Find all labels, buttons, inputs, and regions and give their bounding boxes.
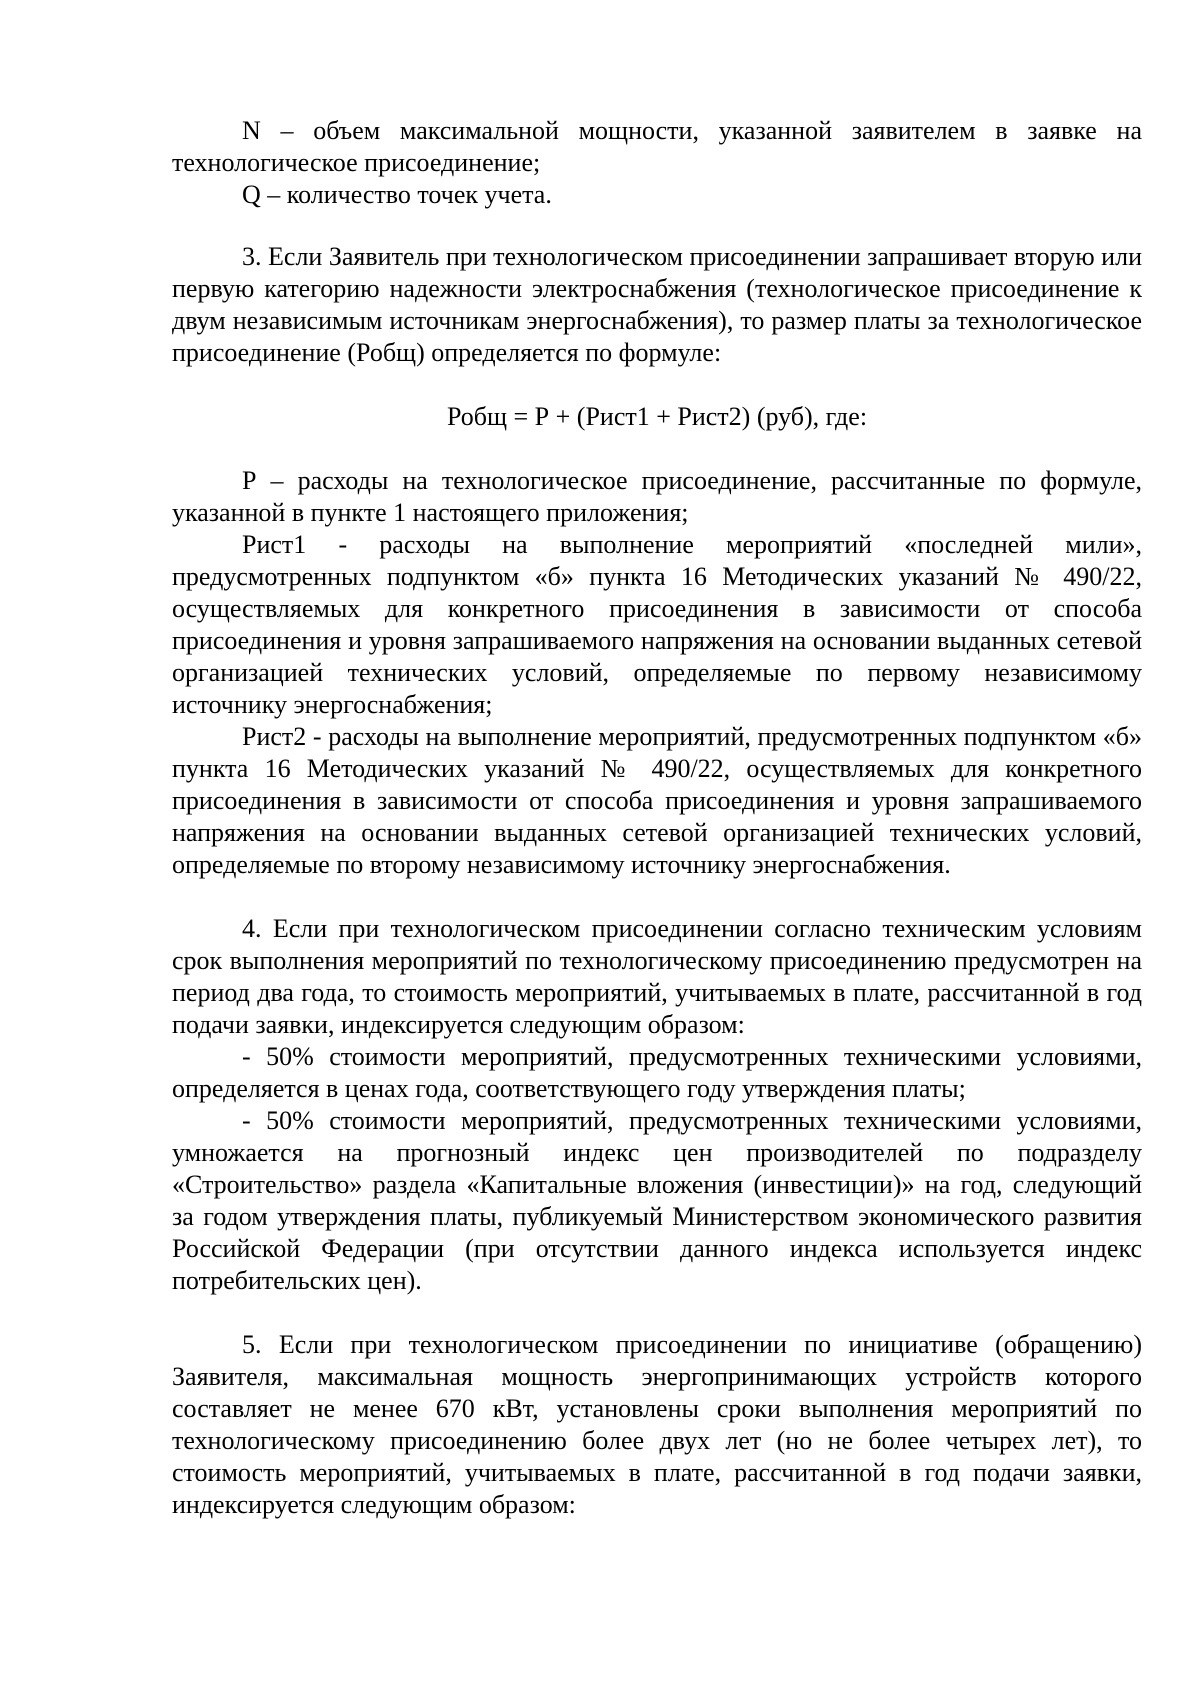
definition-n: N – объем максимальной мощности, указанной заявителем в заявке на технологическое присоединение; — [172, 116, 1142, 177]
definition-rist2: Рист2 - расходы на выполнение мероприятий, предусмотренных подпунктом «б» пункта 16 Методических указаний № 490/22, осуществляемых для конкретного присоединения в зависимости от способа присоединения и уровня запрашиваемого напряжения на основании выданных сетевой организацией технических условий, определяемые по второму независимому источнику энергоснабжения. — [172, 722, 1142, 879]
paragraph-gap — [172, 881, 1142, 913]
paragraph-gap — [172, 433, 1142, 465]
section-3-intro: 3. Если Заявитель при технологическом присоединении запрашивает вторую или первую категорию надежности электроснабжения (технологическое присоединение к двум независимым источникам энергоснабжения), то размер платы за технологическое присоединение (Робщ) определяется по формуле: — [172, 242, 1142, 367]
document-page — [172, 115, 1142, 1521]
formula: Робщ = Р + (Рист1 + Рист2) (руб), где: — [446, 402, 868, 431]
paragraph-gap — [172, 211, 1142, 241]
section-4-intro: 4. Если при технологическом присоединении согласно техническим условиям срок выполнения мероприятий по технологическому присоединению предусмотрен на период два года, то стоимость мероприятий, учитываемых в плате, рассчитанной в год подачи заявки, индексируется следующим образом: — [172, 914, 1142, 1039]
section-4-item-1: - 50% стоимости мероприятий, предусмотренных техническими условиями, определяется в ценах года, соответствующего году утверждения платы; — [172, 1042, 1142, 1103]
section-5-intro: 5. Если при технологическом присоединении по инициативе (обращению) Заявителя, максимальная мощность энергопринимающих устройств которого составляет не менее 670 кВт, установлены сроки выполнения мероприятий по технологическому присоединению более двух лет (но не более четырех лет), то стоимость мероприятий, учитываемых в плате, рассчитанной в год подачи заявки, индексируется следующим образом: — [172, 1330, 1142, 1519]
definition-q: Q – количество точек учета. — [242, 180, 552, 209]
section-4-item-2: - 50% стоимости мероприятий, предусмотренных техническими условиями, умножается на прогнозный индекс цен производителей по подразделу «Строительство» раздела «Капитальные вложения (инвестиции)» на год, следующий за годом утверждения платы, публикуемый Министерством экономического развития Российской Федерации (при отсутствии данного индекса используется индекс потребительских цен). — [172, 1106, 1142, 1295]
definition-rist1: Рист1 - расходы на выполнение мероприятий «последней мили», предусмотренных подпунктом «б» пункта 16 Методических указаний № 490/22, осуществляемых для конкретного присоединения в зависимости от способа присоединения и уровня запрашиваемого напряжения на основании выданных сетевой организацией технических условий, определяемые по первому независимому источнику энергоснабжения; — [172, 530, 1142, 719]
definition-p: Р – расходы на технологическое присоединение, рассчитанные по формуле, указанной в пункте 1 настоящего приложения; — [172, 466, 1142, 527]
paragraph-gap — [172, 1297, 1142, 1329]
paragraph-gap — [172, 369, 1142, 401]
